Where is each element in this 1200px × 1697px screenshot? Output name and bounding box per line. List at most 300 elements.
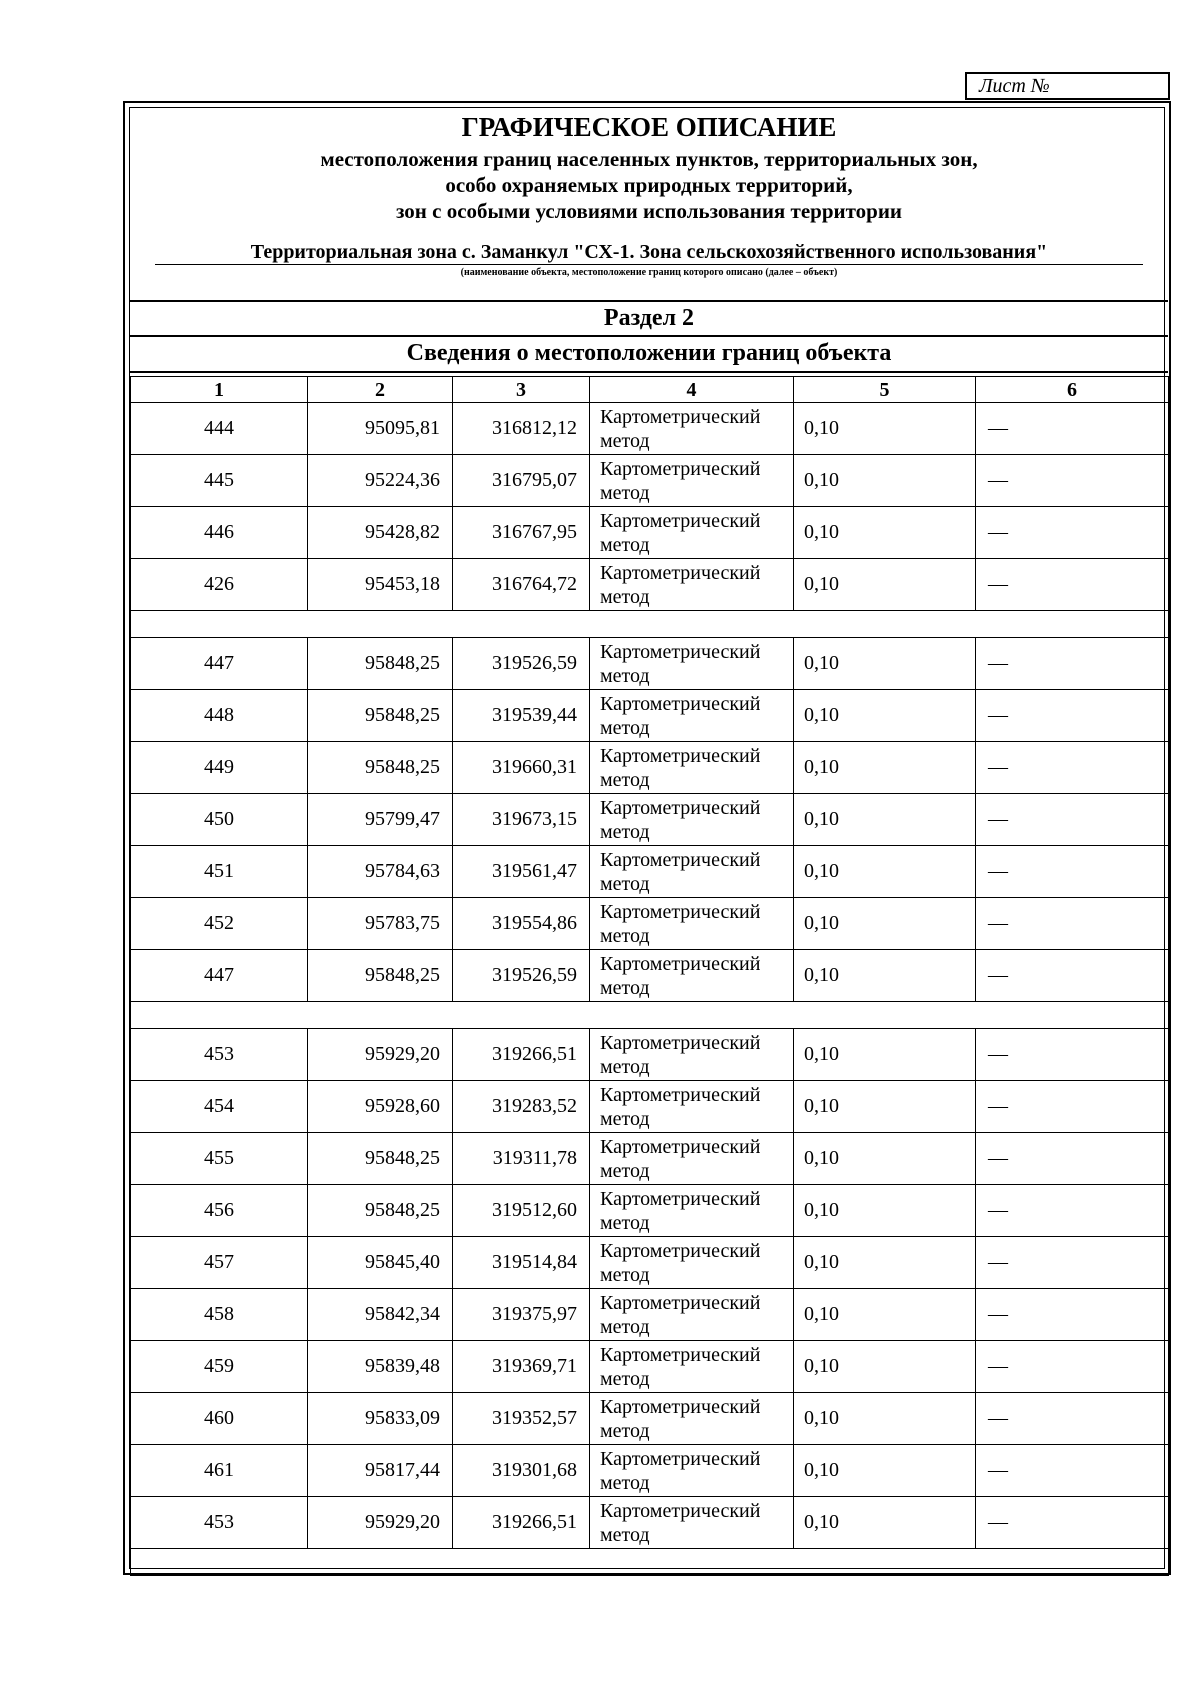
- table-row: [131, 794, 1169, 846]
- coordinate-y-cell: [453, 1393, 590, 1445]
- accuracy-value-cell: [794, 950, 976, 1002]
- determination-method-cell: [590, 559, 794, 611]
- column-header: 1: [131, 377, 308, 403]
- coordinate-y-cell: [453, 455, 590, 507]
- point-number-cell: [131, 403, 308, 455]
- point-note-cell: [976, 690, 1169, 742]
- column-header: 6: [976, 377, 1169, 403]
- object-underline: [155, 264, 1143, 265]
- table-row: [131, 950, 1169, 1002]
- accuracy-value: 0,10: [804, 964, 839, 986]
- coordinate-x: 95453,18: [365, 573, 440, 595]
- accuracy-value: 0,10: [804, 1199, 839, 1221]
- accuracy-value: 0,10: [804, 1251, 839, 1273]
- coordinate-x: 95784,63: [365, 860, 440, 882]
- coordinate-x: 95842,34: [365, 1303, 440, 1325]
- point-number-cell: [131, 1029, 308, 1081]
- coordinate-y-cell: [453, 1289, 590, 1341]
- point-note-cell: [976, 455, 1169, 507]
- coordinate-y: 319561,47: [492, 860, 577, 882]
- point-number: 449: [204, 756, 234, 778]
- accuracy-value-cell: [794, 1341, 976, 1393]
- point-number: 458: [204, 1303, 234, 1325]
- table-row: [131, 1029, 1169, 1081]
- sheet-number-box: [965, 72, 1170, 100]
- point-number-cell: [131, 559, 308, 611]
- point-number: 454: [204, 1095, 234, 1117]
- section-number: Раздел 2: [130, 301, 1168, 337]
- determination-method: Картометрический метод: [600, 797, 761, 843]
- accuracy-value-cell: [794, 794, 976, 846]
- accuracy-value: 0,10: [804, 1511, 839, 1533]
- table-row: [131, 1237, 1169, 1289]
- accuracy-value: 0,10: [804, 912, 839, 934]
- section-title: Сведения о местоположении границ объекта: [130, 337, 1168, 373]
- coordinate-y: 319352,57: [492, 1407, 577, 1429]
- document-title: ГРАФИЧЕСКОЕ ОПИСАНИЕ: [461, 112, 837, 142]
- coordinate-y: 316764,72: [492, 573, 577, 595]
- coordinate-x: 95929,20: [365, 1043, 440, 1065]
- coordinate-x: 95224,36: [365, 469, 440, 491]
- contour-separator-row: [131, 611, 1169, 638]
- coordinate-x-cell: [308, 455, 453, 507]
- coordinate-x-cell: [308, 507, 453, 559]
- coordinate-x-cell: [308, 1497, 453, 1549]
- coordinate-y: 319673,15: [492, 808, 577, 830]
- point-note-cell: [976, 1289, 1169, 1341]
- point-number-cell: [131, 846, 308, 898]
- coordinate-x-cell: [308, 1341, 453, 1393]
- determination-method: Картометрический метод: [600, 745, 761, 791]
- coordinate-y: 319526,59: [492, 652, 577, 674]
- table-row: [131, 1081, 1169, 1133]
- accuracy-value-cell: [794, 1029, 976, 1081]
- determination-method-cell: [590, 898, 794, 950]
- point-note: —: [988, 1511, 1008, 1533]
- determination-method-cell: [590, 455, 794, 507]
- accuracy-value-cell: [794, 1237, 976, 1289]
- contour-separator-row: [131, 1002, 1169, 1029]
- point-number-cell: [131, 742, 308, 794]
- determination-method-cell: [590, 950, 794, 1002]
- contour-separator-cell: [131, 1002, 1169, 1029]
- table-row: [131, 742, 1169, 794]
- point-number-cell: [131, 1497, 308, 1549]
- table-row: [131, 455, 1169, 507]
- coordinate-x: 95799,47: [365, 808, 440, 830]
- point-note-cell: [976, 742, 1169, 794]
- coordinate-x: 95848,25: [365, 964, 440, 986]
- point-note-cell: [976, 638, 1169, 690]
- point-note: —: [988, 1303, 1008, 1325]
- accuracy-value-cell: [794, 1445, 976, 1497]
- determination-method-cell: [590, 638, 794, 690]
- point-number-cell: [131, 1185, 308, 1237]
- point-note: —: [988, 1199, 1008, 1221]
- coordinate-y-cell: [453, 1133, 590, 1185]
- determination-method: Картометрический метод: [600, 641, 761, 687]
- coordinate-y: 319554,86: [492, 912, 577, 934]
- coordinate-y: 319311,78: [492, 1147, 577, 1169]
- subtitle-line-1: местоположения границ населенных пунктов, территориальных зон,: [320, 147, 978, 171]
- coordinate-x-cell: [308, 898, 453, 950]
- point-number-cell: [131, 794, 308, 846]
- point-number-cell: [131, 507, 308, 559]
- determination-method-cell: [590, 690, 794, 742]
- accuracy-value-cell: [794, 638, 976, 690]
- point-number: 453: [204, 1043, 234, 1065]
- accuracy-value: 0,10: [804, 1147, 839, 1169]
- sheet-number-label: Лист №: [979, 75, 1050, 97]
- point-note: —: [988, 1095, 1008, 1117]
- accuracy-value: 0,10: [804, 573, 839, 595]
- accuracy-value: 0,10: [804, 756, 839, 778]
- coordinate-x-cell: [308, 403, 453, 455]
- coordinate-y-cell: [453, 1341, 590, 1393]
- coordinate-y: 316795,07: [492, 469, 577, 491]
- determination-method: Картометрический метод: [600, 562, 761, 608]
- coordinate-y-cell: [453, 898, 590, 950]
- coordinate-x-cell: [308, 690, 453, 742]
- determination-method: Картометрический метод: [600, 1032, 761, 1078]
- accuracy-value-cell: [794, 559, 976, 611]
- determination-method: Картометрический метод: [600, 953, 761, 999]
- accuracy-value: 0,10: [804, 652, 839, 674]
- coordinate-x-cell: [308, 1081, 453, 1133]
- determination-method-cell: [590, 846, 794, 898]
- coordinate-x: 95848,25: [365, 652, 440, 674]
- accuracy-value: 0,10: [804, 1407, 839, 1429]
- table-row: [131, 1133, 1169, 1185]
- determination-method-cell: [590, 1237, 794, 1289]
- coordinate-x-cell: [308, 638, 453, 690]
- point-note-cell: [976, 1133, 1169, 1185]
- accuracy-value: 0,10: [804, 417, 839, 439]
- table-row: [131, 898, 1169, 950]
- coordinate-x: 95929,20: [365, 1511, 440, 1533]
- point-note-cell: [976, 1081, 1169, 1133]
- point-note-cell: [976, 950, 1169, 1002]
- accuracy-value-cell: [794, 507, 976, 559]
- coordinate-y: 319375,97: [492, 1303, 577, 1325]
- coordinate-x-cell: [308, 559, 453, 611]
- determination-method-cell: [590, 1029, 794, 1081]
- point-number-cell: [131, 1445, 308, 1497]
- point-note: —: [988, 1147, 1008, 1169]
- point-note: —: [988, 1251, 1008, 1273]
- point-note: —: [988, 521, 1008, 543]
- coordinate-y-cell: [453, 507, 590, 559]
- point-note-cell: [976, 1341, 1169, 1393]
- coordinate-y: 319369,71: [492, 1355, 577, 1377]
- point-number-cell: [131, 1289, 308, 1341]
- determination-method-cell: [590, 1445, 794, 1497]
- table-row: [131, 559, 1169, 611]
- point-number: 457: [204, 1251, 234, 1273]
- determination-method: Картометрический метод: [600, 1500, 761, 1546]
- point-number: 460: [204, 1407, 234, 1429]
- point-note: —: [988, 652, 1008, 674]
- accuracy-value: 0,10: [804, 808, 839, 830]
- determination-method: Картометрический метод: [600, 510, 761, 556]
- point-note: —: [988, 1407, 1008, 1429]
- determination-method: Картометрический метод: [600, 406, 761, 452]
- accuracy-value-cell: [794, 846, 976, 898]
- document-header: [130, 108, 1168, 302]
- coordinate-x-cell: [308, 950, 453, 1002]
- table-row: [131, 1445, 1169, 1497]
- coordinate-y-cell: [453, 1497, 590, 1549]
- determination-method-cell: [590, 1341, 794, 1393]
- coordinate-y: 319526,59: [492, 964, 577, 986]
- point-note-cell: [976, 1393, 1169, 1445]
- table-row: [131, 403, 1169, 455]
- accuracy-value: 0,10: [804, 1355, 839, 1377]
- point-note-cell: [976, 507, 1169, 559]
- point-number: 447: [204, 652, 234, 674]
- point-number-cell: [131, 638, 308, 690]
- point-note: —: [988, 1355, 1008, 1377]
- coordinate-x-cell: [308, 1185, 453, 1237]
- accuracy-value-cell: [794, 1081, 976, 1133]
- point-note: —: [988, 756, 1008, 778]
- coordinate-y-cell: [453, 846, 590, 898]
- coordinate-x: 95817,44: [365, 1459, 440, 1481]
- point-number: 461: [204, 1459, 234, 1481]
- accuracy-value: 0,10: [804, 521, 839, 543]
- determination-method: Картометрический метод: [600, 693, 761, 739]
- coordinate-x: 95095,81: [365, 417, 440, 439]
- coordinate-x-cell: [308, 1133, 453, 1185]
- determination-method: Картометрический метод: [600, 1136, 761, 1182]
- coordinate-y: 319266,51: [492, 1043, 577, 1065]
- accuracy-value-cell: [794, 1393, 976, 1445]
- point-number-cell: [131, 1237, 308, 1289]
- determination-method: Картометрический метод: [600, 849, 761, 895]
- coordinate-y-cell: [453, 1445, 590, 1497]
- coordinates-table-body: [131, 377, 1169, 1576]
- object-note: (наименование объекта, местоположение границ которого описано (далее – объект): [460, 267, 838, 278]
- coordinate-x: 95845,40: [365, 1251, 440, 1273]
- determination-method-cell: [590, 1133, 794, 1185]
- table-row: [131, 846, 1169, 898]
- column-header: 3: [453, 377, 590, 403]
- coordinate-y-cell: [453, 559, 590, 611]
- table-row: [131, 1341, 1169, 1393]
- point-note-cell: [976, 1185, 1169, 1237]
- point-number-cell: [131, 1133, 308, 1185]
- coordinate-y-cell: [453, 742, 590, 794]
- object-name: Территориальная зона с. Заманкул "СХ-1. Зона сельскохозяйственного использования": [250, 241, 1048, 263]
- coordinate-x: 95848,25: [365, 704, 440, 726]
- point-number-cell: [131, 1341, 308, 1393]
- accuracy-value-cell: [794, 1497, 976, 1549]
- determination-method: Картометрический метод: [600, 1344, 761, 1390]
- coordinate-x: 95848,25: [365, 756, 440, 778]
- point-note: —: [988, 704, 1008, 726]
- point-note-cell: [976, 1237, 1169, 1289]
- accuracy-value-cell: [794, 898, 976, 950]
- accuracy-value-cell: [794, 403, 976, 455]
- point-note: —: [988, 469, 1008, 491]
- point-number: 444: [204, 417, 234, 439]
- coordinate-x: 95833,09: [365, 1407, 440, 1429]
- contour-separator-cell: [131, 1549, 1169, 1576]
- point-number: 456: [204, 1199, 234, 1221]
- contour-separator-cell: [131, 611, 1169, 638]
- coordinate-y-cell: [453, 950, 590, 1002]
- coordinate-x: 95848,25: [365, 1199, 440, 1221]
- point-note: —: [988, 417, 1008, 439]
- table-header-row: [131, 377, 1169, 403]
- determination-method-cell: [590, 403, 794, 455]
- determination-method: Картометрический метод: [600, 1292, 761, 1338]
- accuracy-value: 0,10: [804, 1303, 839, 1325]
- coordinate-x: 95428,82: [365, 521, 440, 543]
- coordinate-y-cell: [453, 690, 590, 742]
- point-number: 452: [204, 912, 234, 934]
- table-row: [131, 1289, 1169, 1341]
- accuracy-value: 0,10: [804, 1459, 839, 1481]
- point-note: —: [988, 573, 1008, 595]
- column-header: 5: [794, 377, 976, 403]
- coordinate-x: 95848,25: [365, 1147, 440, 1169]
- coordinate-y: 319539,44: [492, 704, 577, 726]
- table-row: [131, 690, 1169, 742]
- point-number: 450: [204, 808, 234, 830]
- determination-method-cell: [590, 507, 794, 559]
- point-note-cell: [976, 898, 1169, 950]
- coordinate-x-cell: [308, 1289, 453, 1341]
- point-note-cell: [976, 1445, 1169, 1497]
- point-number-cell: [131, 898, 308, 950]
- point-number: 453: [204, 1511, 234, 1533]
- point-note: —: [988, 1043, 1008, 1065]
- accuracy-value-cell: [794, 1289, 976, 1341]
- coordinate-x-cell: [308, 846, 453, 898]
- accuracy-value: 0,10: [804, 469, 839, 491]
- point-note-cell: [976, 403, 1169, 455]
- point-number-cell: [131, 690, 308, 742]
- coordinate-x: 95783,75: [365, 912, 440, 934]
- determination-method: Картометрический метод: [600, 1240, 761, 1286]
- table-row: [131, 507, 1169, 559]
- coordinate-x-cell: [308, 1393, 453, 1445]
- coordinate-y-cell: [453, 1081, 590, 1133]
- point-number: 448: [204, 704, 234, 726]
- coordinate-y: 319512,60: [492, 1199, 577, 1221]
- determination-method-cell: [590, 1497, 794, 1549]
- point-note-cell: [976, 794, 1169, 846]
- point-number-cell: [131, 950, 308, 1002]
- point-number: 446: [204, 521, 234, 543]
- coordinate-y-cell: [453, 1029, 590, 1081]
- point-number-cell: [131, 1393, 308, 1445]
- coordinate-x: 95928,60: [365, 1095, 440, 1117]
- determination-method: Картометрический метод: [600, 1396, 761, 1442]
- determination-method: Картометрический метод: [600, 1188, 761, 1234]
- point-number: 451: [204, 860, 234, 882]
- accuracy-value: 0,10: [804, 1043, 839, 1065]
- contour-separator-row: [131, 1549, 1169, 1576]
- subtitle-line-2: особо охраняемых природных территорий,: [445, 173, 853, 197]
- determination-method-cell: [590, 794, 794, 846]
- coordinate-y-cell: [453, 794, 590, 846]
- table-row: [131, 1185, 1169, 1237]
- coordinate-x-cell: [308, 1029, 453, 1081]
- accuracy-value-cell: [794, 1133, 976, 1185]
- coordinate-y-cell: [453, 638, 590, 690]
- coordinate-y: 319266,51: [492, 1511, 577, 1533]
- table-row: [131, 638, 1169, 690]
- accuracy-value: 0,10: [804, 860, 839, 882]
- point-note: —: [988, 964, 1008, 986]
- point-note: —: [988, 808, 1008, 830]
- point-number: 459: [204, 1355, 234, 1377]
- table-row: [131, 1393, 1169, 1445]
- coordinate-x-cell: [308, 1237, 453, 1289]
- point-number: 426: [204, 573, 234, 595]
- coordinate-x-cell: [308, 742, 453, 794]
- coordinate-x-cell: [308, 1445, 453, 1497]
- document-inner-frame: [129, 107, 1165, 1569]
- coordinate-x: 95839,48: [365, 1355, 440, 1377]
- determination-method: Картометрический метод: [600, 1448, 761, 1494]
- point-note: —: [988, 1459, 1008, 1481]
- coordinate-y: 319283,52: [492, 1095, 577, 1117]
- point-number-cell: [131, 1081, 308, 1133]
- point-number: 445: [204, 469, 234, 491]
- point-note-cell: [976, 846, 1169, 898]
- coordinate-y: 319301,68: [492, 1459, 577, 1481]
- coordinates-table: [130, 376, 1169, 1576]
- column-header: 2: [308, 377, 453, 403]
- accuracy-value-cell: [794, 690, 976, 742]
- coordinate-x-cell: [308, 794, 453, 846]
- coordinate-y: 316767,95: [492, 521, 577, 543]
- coordinate-y: 316812,12: [492, 417, 577, 439]
- subtitle-line-3: зон с особыми условиями использования территории: [395, 199, 903, 223]
- determination-method-cell: [590, 1289, 794, 1341]
- coordinate-y-cell: [453, 1185, 590, 1237]
- determination-method: Картометрический метод: [600, 1084, 761, 1130]
- coordinate-y-cell: [453, 403, 590, 455]
- determination-method-cell: [590, 742, 794, 794]
- coordinate-y-cell: [453, 1237, 590, 1289]
- table-row: [131, 1497, 1169, 1549]
- determination-method-cell: [590, 1185, 794, 1237]
- accuracy-value-cell: [794, 455, 976, 507]
- point-note: —: [988, 912, 1008, 934]
- point-number: 447: [204, 964, 234, 986]
- point-note: —: [988, 860, 1008, 882]
- accuracy-value: 0,10: [804, 1095, 839, 1117]
- determination-method-cell: [590, 1081, 794, 1133]
- determination-method-cell: [590, 1393, 794, 1445]
- point-note-cell: [976, 1029, 1169, 1081]
- coordinate-y: 319660,31: [492, 756, 577, 778]
- point-number: 455: [204, 1147, 234, 1169]
- determination-method: Картометрический метод: [600, 458, 761, 504]
- determination-method: Картометрический метод: [600, 901, 761, 947]
- point-note-cell: [976, 1497, 1169, 1549]
- coordinate-y: 319514,84: [492, 1251, 577, 1273]
- point-note-cell: [976, 559, 1169, 611]
- document-frame: [123, 101, 1171, 1575]
- accuracy-value-cell: [794, 1185, 976, 1237]
- point-number-cell: [131, 455, 308, 507]
- accuracy-value-cell: [794, 742, 976, 794]
